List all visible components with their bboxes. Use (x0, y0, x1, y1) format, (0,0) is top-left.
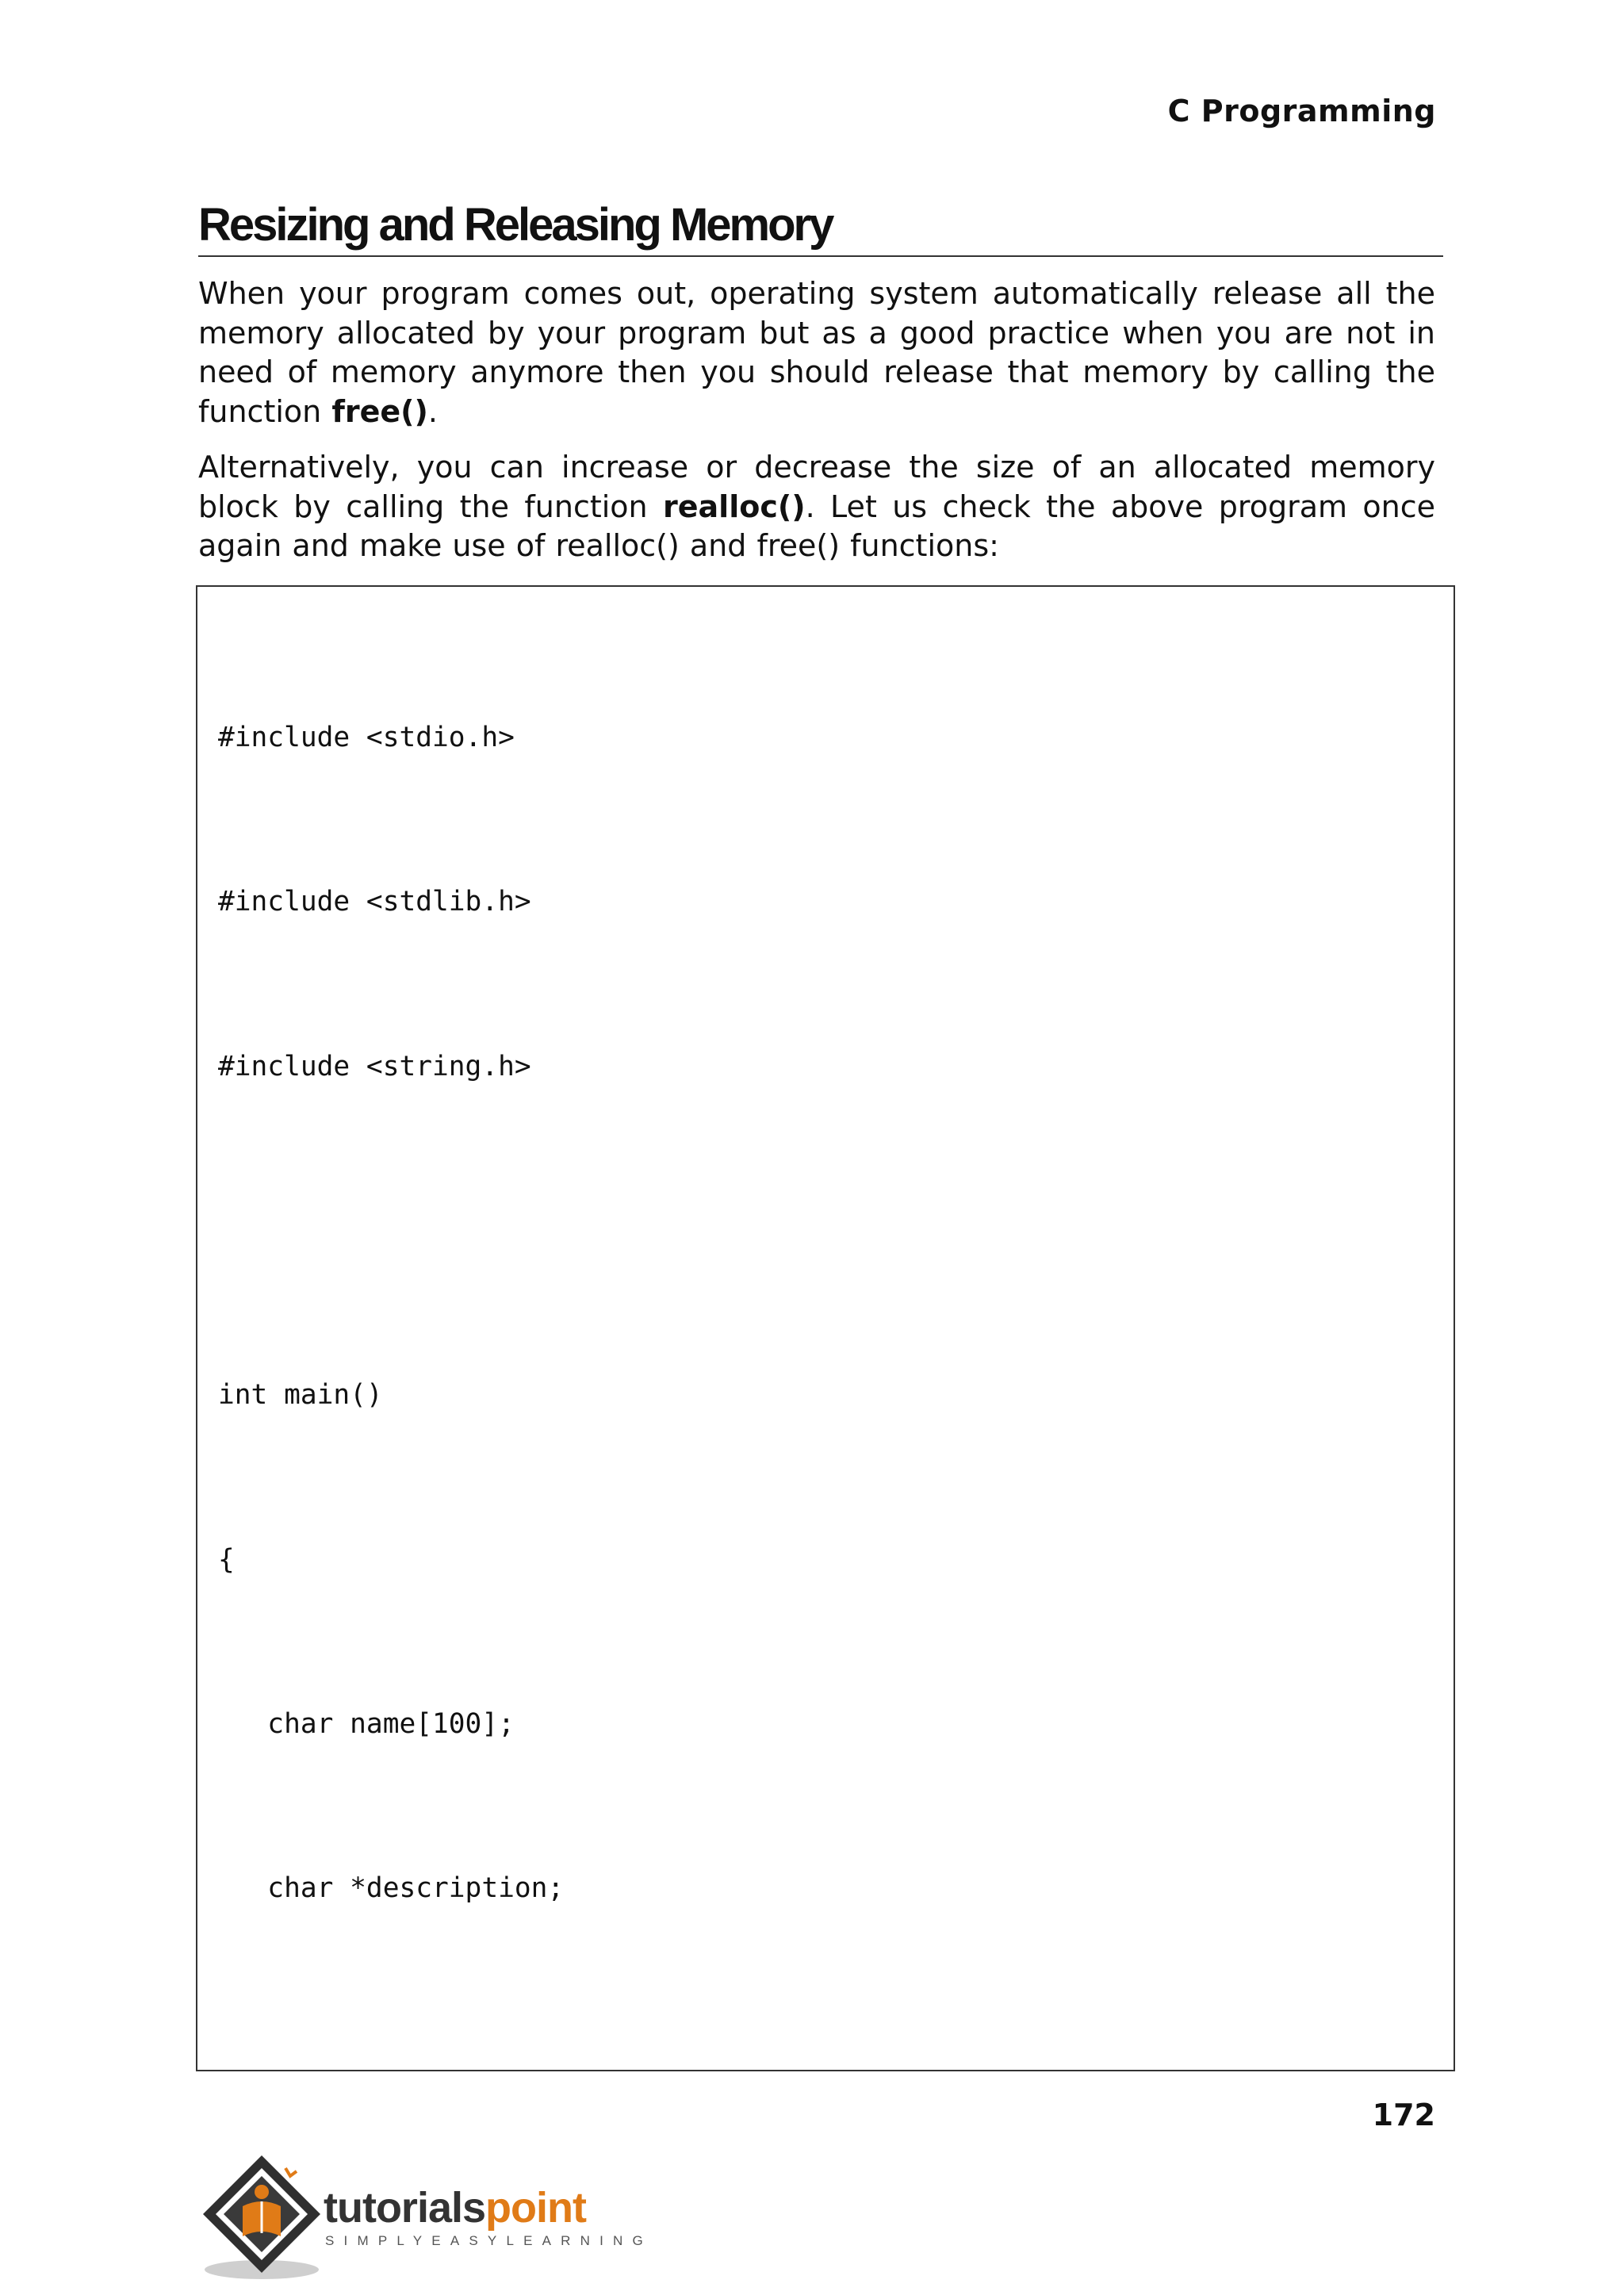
paragraph-1-end: . (427, 393, 438, 429)
free-function-name: free() (331, 393, 428, 429)
paragraph-1 (198, 274, 1435, 431)
logo-wordmark (324, 2184, 586, 2232)
code-line (218, 2025, 1454, 2071)
running-header: C Programming (1167, 94, 1436, 128)
code-line (218, 1204, 1454, 1259)
logo-word-tutorials: tutorials (324, 2184, 486, 2232)
paragraph-2 (198, 448, 1435, 566)
paragraph-1-text: When your program comes out, operating system automatically release all the memory allocated by your program but as a good practice when you are not in need of memory anymore then you should release that memory by calling the function (198, 276, 1435, 429)
code-line: #include <string.h> (218, 1050, 531, 1082)
code-block (196, 585, 1455, 2071)
paragraph-2-text: Alternatively, you can increase or decrease the size of an allocated memory block by calling the function (198, 450, 1435, 524)
code-line: int main() (218, 1379, 383, 1412)
logo-word-point: point (485, 2184, 586, 2232)
code-line: #include <stdlib.h> (218, 886, 531, 918)
tutorialspoint-diamond-logo-icon (197, 2151, 324, 2285)
logo-tagline: SIMPLYEASYLEARNING (325, 2233, 653, 2248)
page-number: 172 (1372, 2098, 1435, 2132)
code-line: #include <stdio.h> (218, 722, 515, 754)
code-line: char name[100]; (218, 1707, 515, 1740)
tutorialspoint-logo (197, 2151, 653, 2285)
paragraph-2-end: . Let us check the above program once again and make use of realloc() and free() functions: (198, 489, 1435, 563)
realloc-function-name: realloc() (663, 489, 806, 524)
code-line: { (218, 1543, 235, 1576)
section-title: Resizing and Releasing Memory (198, 197, 1443, 257)
code-line: char *description; (218, 1872, 565, 1905)
